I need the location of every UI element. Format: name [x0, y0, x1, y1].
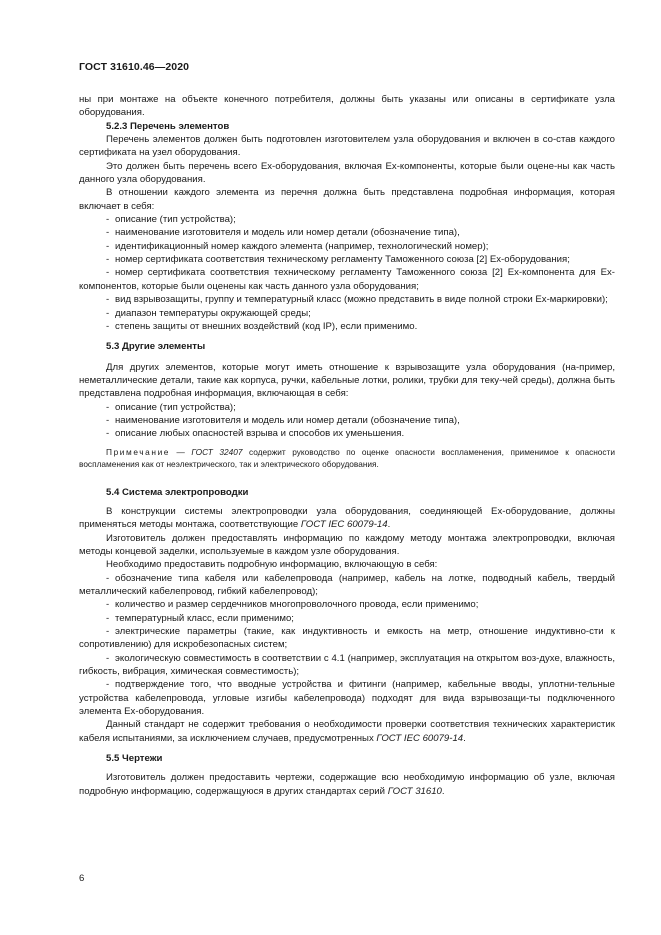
list-item: - экологическую совместимость в соответствии с 4.1 (например, эксплуатация на открытом воз-духе, влажность, гибкость, вибрация, химическая совместимость);	[79, 652, 615, 678]
note-reference: ГОСТ 32407	[191, 446, 243, 457]
note-label: Примечание	[106, 446, 171, 457]
s54-paragraph-1: В конструкции системы электропроводки узла оборудования, соединяющей Ех-оборудование, должны применяться методы монтажа, соответствующие ГОСТ IEC 60079-14.	[79, 505, 615, 531]
standard-header: ГОСТ 31610.46—2020	[79, 61, 190, 73]
s523-paragraph-1: Перечень элементов должен быть подготовлен изготовителем узла оборудования и включен в со-став каждого сертификата на узел оборудования.	[79, 134, 615, 159]
page-number: 6	[79, 873, 85, 884]
list-item: - электрические параметры (такие, как индуктивность и емкость на метр, отношение индуктивно-сти к сопротивлению) для искробезопасных систем;	[79, 626, 615, 651]
s54-paragraph-4: Данный стандарт не содержит требования о необходимости проверки соответствия технических характеристик кабеля испытаниями, за исключением случаев, предусмотренных ГОСТ IEC 60079-14.	[79, 719, 615, 744]
document-body	[79, 93, 615, 798]
list-item: - номер сертификата соответствия техническому регламенту Таможенного союза [2] Ех-компонента для Ех-компонентов, которые были оценены как часть данного узла оборудования;	[79, 267, 615, 292]
section-5-2-3-title: 5.2.3 Перечень элементов	[106, 120, 230, 132]
standard-reference: ГОСТ IEC 60079-14	[300, 519, 388, 531]
list-item: - температурный класс, если применимо;	[106, 612, 294, 624]
section-5-4-title: 5.4 Система электропроводки	[106, 486, 249, 498]
list-item: - вид взрывозащиты, группу и температурный класс (можно представить в виде полной строки Ех-маркировки);	[106, 294, 608, 306]
list-item: - описание (тип устройства);	[106, 401, 236, 413]
list-item: - количество и размер сердечников многопроволочного провода, если применимо;	[106, 599, 479, 611]
list-item: - номер сертификата соответствия техническому регламенту Таможенного союза [2] Ех-оборудования;	[106, 254, 570, 266]
note: Примечание — ГОСТ 32407 содержит руководство по оценке опасности воспламенения, применимое к опасности воспламенения как от неэлектрического, так и электрического оборудования.	[79, 446, 615, 469]
s54-paragraph-3: Необходимо предоставить подробную информацию, включающую в себя:	[106, 559, 438, 571]
standard-reference: ГОСТ IEC 60079-14	[376, 732, 464, 744]
list-item: - описание (тип устройства);	[106, 214, 236, 226]
list-item: - обозначение типа кабеля или кабелепровода (например, кабель на лотке, подводный кабель, твердый металлический кабелепровод, гибкий кабелепровод);	[79, 572, 615, 597]
section-5-3-title: 5.3 Другие элементы	[106, 341, 206, 353]
list-item: - степень защиты от внешних воздействий (код IP), если применимо.	[106, 320, 418, 332]
s523-paragraph-3: В отношении каждого элемента из перечня должна быть представлена подробная информация, которая включает в себя:	[79, 187, 615, 212]
s53-paragraph-1: Для других элементов, которые могут иметь отношение к взрывозащите узла оборудования (на-пример, неметаллические детали, такие как корпуса, ручки, кабельные лотки, ролики, трубки для теку-чей среды), должна быть представлена подробная информация, включающая в себя:	[79, 361, 615, 400]
section-5-5-title: 5.5 Чертежи	[106, 753, 163, 765]
continuation-paragraph: ны при монтаже на объекте конечного потребителя, должны быть указаны или описаны в сертификате узла оборудования.	[79, 94, 615, 119]
s54-paragraph-2: Изготовитель должен предоставлять информацию по каждому методу монтажа электропроводки, включая методы концевой заделки, используемые в каждом узле оборудования.	[79, 532, 615, 557]
list-item: - наименование изготовителя и модель или номер детали (обозначение типа),	[106, 414, 460, 426]
standard-reference: ГОСТ 31610	[387, 785, 442, 797]
s55-paragraph-1: Изготовитель должен предоставить чертежи, содержащие всю необходимую информацию об узле, включая подробную информацию, содержащуюся в других стандартах серий ГОСТ 31610.	[79, 772, 615, 797]
list-item: - идентификационный номер каждого элемента (например, технологический номер);	[106, 240, 489, 252]
list-item: - наименование изготовителя и модель или номер детали (обозначение типа),	[106, 227, 460, 239]
list-item: - подтверждение того, что вводные устройства и фитинги (например, кабельные вводы, уплотни-тельные устройства кабелепровода, угловые изгибы кабелепровода) подходят для вида взрывозащи-ты подключенного элемента Ех-оборудования.	[79, 679, 615, 718]
s523-paragraph-2: Это должен быть перечень всего Ех-оборудования, включая Ех-компоненты, которые были оцене-ны как часть данного узла оборудования.	[79, 160, 615, 186]
list-item: - диапазон температуры окружающей среды;	[106, 307, 311, 319]
list-item: - описание любых опасностей взрыва и способов их уменьшения.	[106, 428, 405, 440]
